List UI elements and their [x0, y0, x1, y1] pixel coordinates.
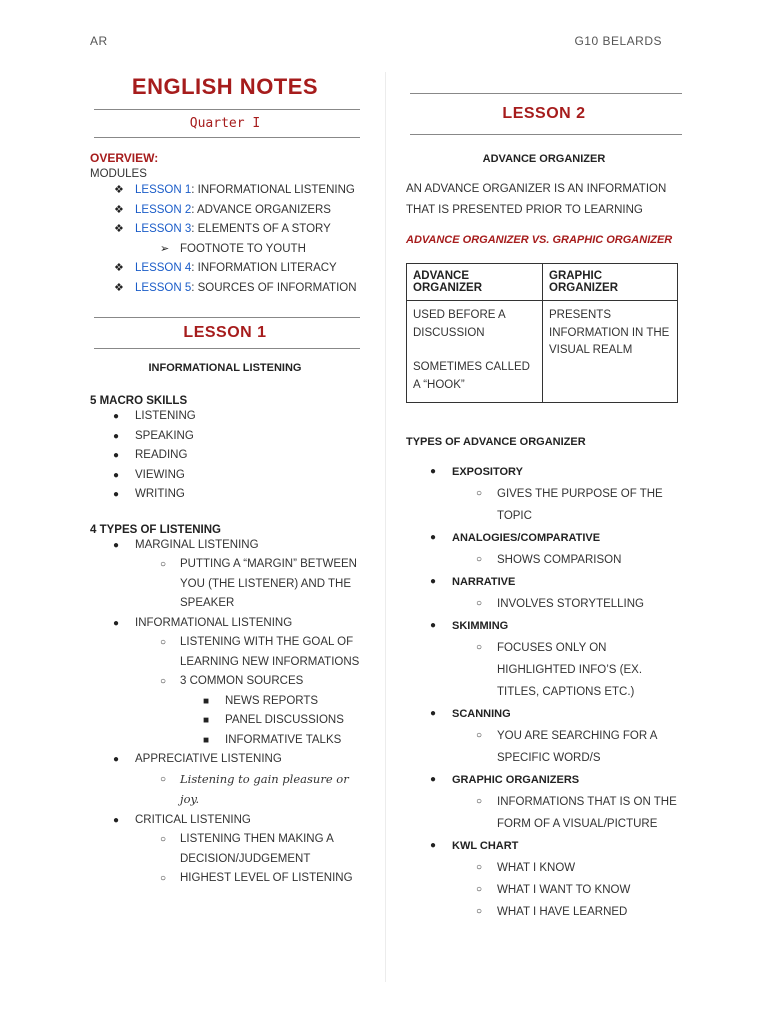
macro-skill: LISTENING	[135, 410, 196, 422]
list-item	[90, 633, 360, 672]
circle-bullet-icon: ○	[476, 488, 483, 499]
list-item	[90, 731, 360, 751]
organizer-type: SCANNING	[452, 708, 511, 720]
circle-bullet-icon: ○	[476, 554, 483, 565]
organizer-type: NARRATIVE	[452, 576, 516, 588]
list-item	[90, 259, 360, 279]
listening-types-heading: 4 TYPES OF LISTENING	[90, 523, 221, 536]
module-text: : INFORMATION LITERACY	[191, 262, 337, 274]
dot-bullet-icon: ●	[113, 469, 120, 481]
list-item	[406, 571, 682, 593]
listening-type: APPRECIATIVE LISTENING	[135, 753, 282, 765]
listening-desc: HIGHEST LEVEL OF LISTENING	[180, 872, 353, 884]
list-item	[90, 830, 360, 869]
dot-bullet-icon: ●	[113, 430, 120, 442]
dot-bullet-icon: ●	[113, 814, 120, 826]
listening-desc: 3 COMMON SOURCES	[180, 675, 304, 687]
listening-type: CRITICAL LISTENING	[135, 813, 251, 826]
list-item	[90, 692, 360, 712]
circle-bullet-icon: ○	[160, 873, 167, 884]
diamond-bullet-icon: ❖	[114, 203, 124, 216]
organizer-type: KWL CHART	[452, 840, 519, 852]
diamond-bullet-icon: ❖	[114, 223, 124, 235]
listening-desc: LISTENING THEN MAKING A DECISION/JUDGEMENT	[180, 833, 334, 865]
organizer-type: GRAPHIC ORGANIZERS	[452, 774, 580, 786]
list-item	[406, 703, 682, 725]
header-initials: AR	[90, 34, 108, 48]
list-item	[406, 835, 682, 857]
module-text: : ELEMENTS OF A STORY	[191, 223, 331, 235]
list-item	[90, 614, 360, 634]
list-item	[406, 901, 682, 923]
square-bullet-icon: ■	[203, 695, 210, 707]
lesson-link[interactable]: LESSON 4	[135, 262, 192, 274]
lesson-link[interactable]: LESSON 3	[135, 223, 192, 235]
macro-skills-heading: 5 MACRO SKILLS	[90, 395, 188, 407]
lesson1-title: LESSON 1	[183, 324, 267, 341]
list-item	[90, 672, 360, 692]
dot-bullet-icon: ●	[113, 489, 120, 500]
organizer-types-list	[406, 461, 682, 923]
list-item	[90, 201, 360, 221]
macro-skill: WRITING	[135, 488, 185, 500]
organizer-desc: SHOWS COMPARISON	[497, 554, 622, 566]
macro-skill: READING	[135, 449, 188, 461]
dot-bullet-icon: ●	[430, 708, 437, 719]
dot-bullet-icon: ●	[113, 539, 120, 551]
circle-bullet-icon: ○	[160, 559, 167, 570]
circle-bullet-icon: ○	[476, 598, 483, 609]
dot-bullet-icon: ●	[430, 620, 437, 631]
dot-bullet-icon: ●	[113, 411, 120, 422]
list-item	[406, 725, 682, 769]
circle-bullet-icon: ○	[160, 834, 167, 845]
table-header-row	[407, 264, 678, 301]
module-text: : ADVANCE ORGANIZERS	[191, 203, 331, 216]
organizer-desc: INFORMATIONS THAT IS ON THE FORM OF A VISUAL/PICTURE	[497, 796, 677, 830]
dot-bullet-icon: ●	[430, 532, 437, 543]
left-column	[90, 72, 360, 889]
list-item	[90, 427, 360, 447]
circle-bullet-icon: ○	[160, 676, 167, 687]
list-item	[90, 711, 360, 731]
table-cell	[407, 301, 543, 403]
cell-text: SOMETIMES CALLED A “HOOK”	[413, 361, 530, 391]
table-cell	[543, 301, 678, 403]
list-item	[406, 461, 682, 483]
header-class: G10 BELARDS	[574, 34, 662, 48]
comparison-table	[406, 263, 678, 403]
overview-heading: OVERVIEW:	[90, 151, 159, 165]
list-item	[90, 446, 360, 466]
source-item: PANEL DISCUSSIONS	[225, 714, 344, 726]
lesson1-rule-bottom	[94, 348, 360, 349]
list-item	[90, 240, 360, 260]
listening-desc: LISTENING WITH THE GOAL OF LEARNING NEW INFORMATIONS	[180, 636, 360, 668]
module-text: : INFORMATIONAL LISTENING	[191, 184, 355, 196]
circle-bullet-icon: ○	[476, 730, 483, 741]
modules-list	[90, 181, 360, 298]
list-item	[406, 879, 682, 901]
table-header: GRAPHIC ORGANIZER	[543, 264, 678, 301]
lesson-link[interactable]: LESSON 5	[135, 281, 192, 294]
dot-bullet-icon: ●	[113, 617, 120, 629]
macro-skills-list	[90, 407, 360, 505]
module-text: : SOURCES OF INFORMATION	[191, 281, 357, 294]
source-item: INFORMATIVE TALKS	[225, 733, 342, 746]
list-item	[406, 769, 682, 791]
list-item	[406, 791, 682, 835]
square-bullet-icon: ■	[203, 734, 210, 746]
lesson-link[interactable]: LESSON 1	[135, 184, 192, 196]
list-item	[406, 527, 682, 549]
circle-bullet-icon: ○	[160, 773, 167, 785]
list-item	[406, 549, 682, 571]
list-item	[406, 857, 682, 879]
diamond-bullet-icon: ❖	[114, 281, 124, 294]
lesson-link[interactable]: LESSON 2	[135, 203, 192, 216]
dot-bullet-icon: ●	[113, 754, 120, 765]
organizer-desc: INVOLVES STORYTELLING	[497, 598, 644, 610]
list-item	[90, 750, 360, 770]
lesson2-rule-bottom	[410, 134, 682, 135]
circle-bullet-icon: ○	[476, 796, 483, 807]
circle-bullet-icon: ○	[160, 637, 167, 648]
source-item: NEWS REPORTS	[225, 694, 319, 707]
diamond-bullet-icon: ❖	[114, 184, 124, 196]
table-row	[407, 301, 678, 403]
list-item	[90, 536, 360, 556]
organizer-desc: FOCUSES ONLY ON HIGHLIGHTED INFO’S (EX. TITLES, CAPTIONS ETC.)	[497, 642, 643, 698]
list-item	[406, 593, 682, 615]
dot-bullet-icon: ●	[430, 840, 437, 851]
macro-skill: SPEAKING	[135, 429, 194, 442]
circle-bullet-icon: ○	[476, 906, 483, 917]
listening-type: INFORMATIONAL LISTENING	[135, 616, 293, 629]
list-item	[90, 220, 360, 240]
organizer-type: SKIMMING	[452, 620, 509, 632]
organizer-desc: WHAT I KNOW	[497, 862, 576, 874]
quarter-rule	[94, 137, 360, 138]
listening-types-list	[90, 536, 360, 889]
list-item	[90, 407, 360, 427]
cell-text: USED BEFORE A DISCUSSION	[413, 309, 506, 339]
modules-label: MODULES	[90, 168, 147, 180]
cell-text: PRESENTS INFORMATION IN THE VISUAL REALM	[549, 309, 670, 356]
list-item	[90, 466, 360, 486]
organizer-type: ANALOGIES/COMPARATIVE	[452, 532, 601, 544]
organizer-type: EXPOSITORY	[452, 466, 523, 478]
list-item	[406, 615, 682, 637]
listening-desc: Listening to gain pleasure or joy.	[180, 771, 349, 806]
dot-bullet-icon: ●	[113, 450, 120, 461]
organizer-types-heading: TYPES OF ADVANCE ORGANIZER	[406, 436, 586, 448]
lesson2-subtitle: ADVANCE ORGANIZER	[482, 153, 606, 165]
lesson1-subtitle: INFORMATIONAL LISTENING	[148, 362, 302, 374]
circle-bullet-icon: ○	[476, 884, 483, 895]
listening-desc: PUTTING A “MARGIN” BETWEEN YOU (THE LISTENER) AND THE SPEAKER	[180, 558, 357, 609]
macro-skill: VIEWING	[135, 468, 185, 481]
list-item	[406, 637, 682, 703]
list-item	[90, 770, 360, 811]
list-item	[90, 811, 360, 831]
column-divider	[385, 72, 386, 982]
diamond-bullet-icon: ❖	[114, 262, 124, 274]
organizer-desc: GIVES THE PURPOSE OF THE TOPIC	[497, 488, 663, 522]
organizer-desc: WHAT I HAVE LEARNED	[497, 906, 628, 918]
dot-bullet-icon: ●	[430, 576, 437, 587]
lesson2-title: LESSON 2	[502, 105, 586, 122]
organizer-desc: WHAT I WANT TO KNOW	[497, 884, 631, 896]
list-item	[406, 483, 682, 527]
module-sub-text: FOOTNOTE TO YOUTH	[180, 242, 306, 255]
square-bullet-icon: ■	[203, 715, 210, 726]
circle-bullet-icon: ○	[476, 862, 483, 873]
listening-type: MARGINAL LISTENING	[135, 538, 259, 551]
list-item	[90, 869, 360, 889]
dot-bullet-icon: ●	[430, 774, 437, 785]
circle-bullet-icon: ○	[476, 642, 483, 653]
arrow-bullet-icon: ➢	[160, 242, 170, 255]
organizer-desc: YOU ARE SEARCHING FOR A SPECIFIC WORD/S	[497, 730, 657, 764]
right-column	[406, 72, 682, 923]
list-item	[90, 555, 360, 614]
advance-organizer-definition: AN ADVANCE ORGANIZER IS AN INFORMATION THAT IS PRESENTED PRIOR TO LEARNING	[406, 183, 667, 216]
table-header: ADVANCE ORGANIZER	[407, 264, 543, 301]
list-item	[90, 485, 360, 505]
page-title: ENGLISH NOTES	[131, 74, 319, 99]
quarter-label: Quarter I	[189, 116, 261, 131]
dot-bullet-icon: ●	[430, 466, 437, 477]
list-item	[90, 279, 360, 299]
list-item	[90, 181, 360, 201]
comparison-heading: ADVANCE ORGANIZER VS. GRAPHIC ORGANIZER	[406, 234, 673, 246]
